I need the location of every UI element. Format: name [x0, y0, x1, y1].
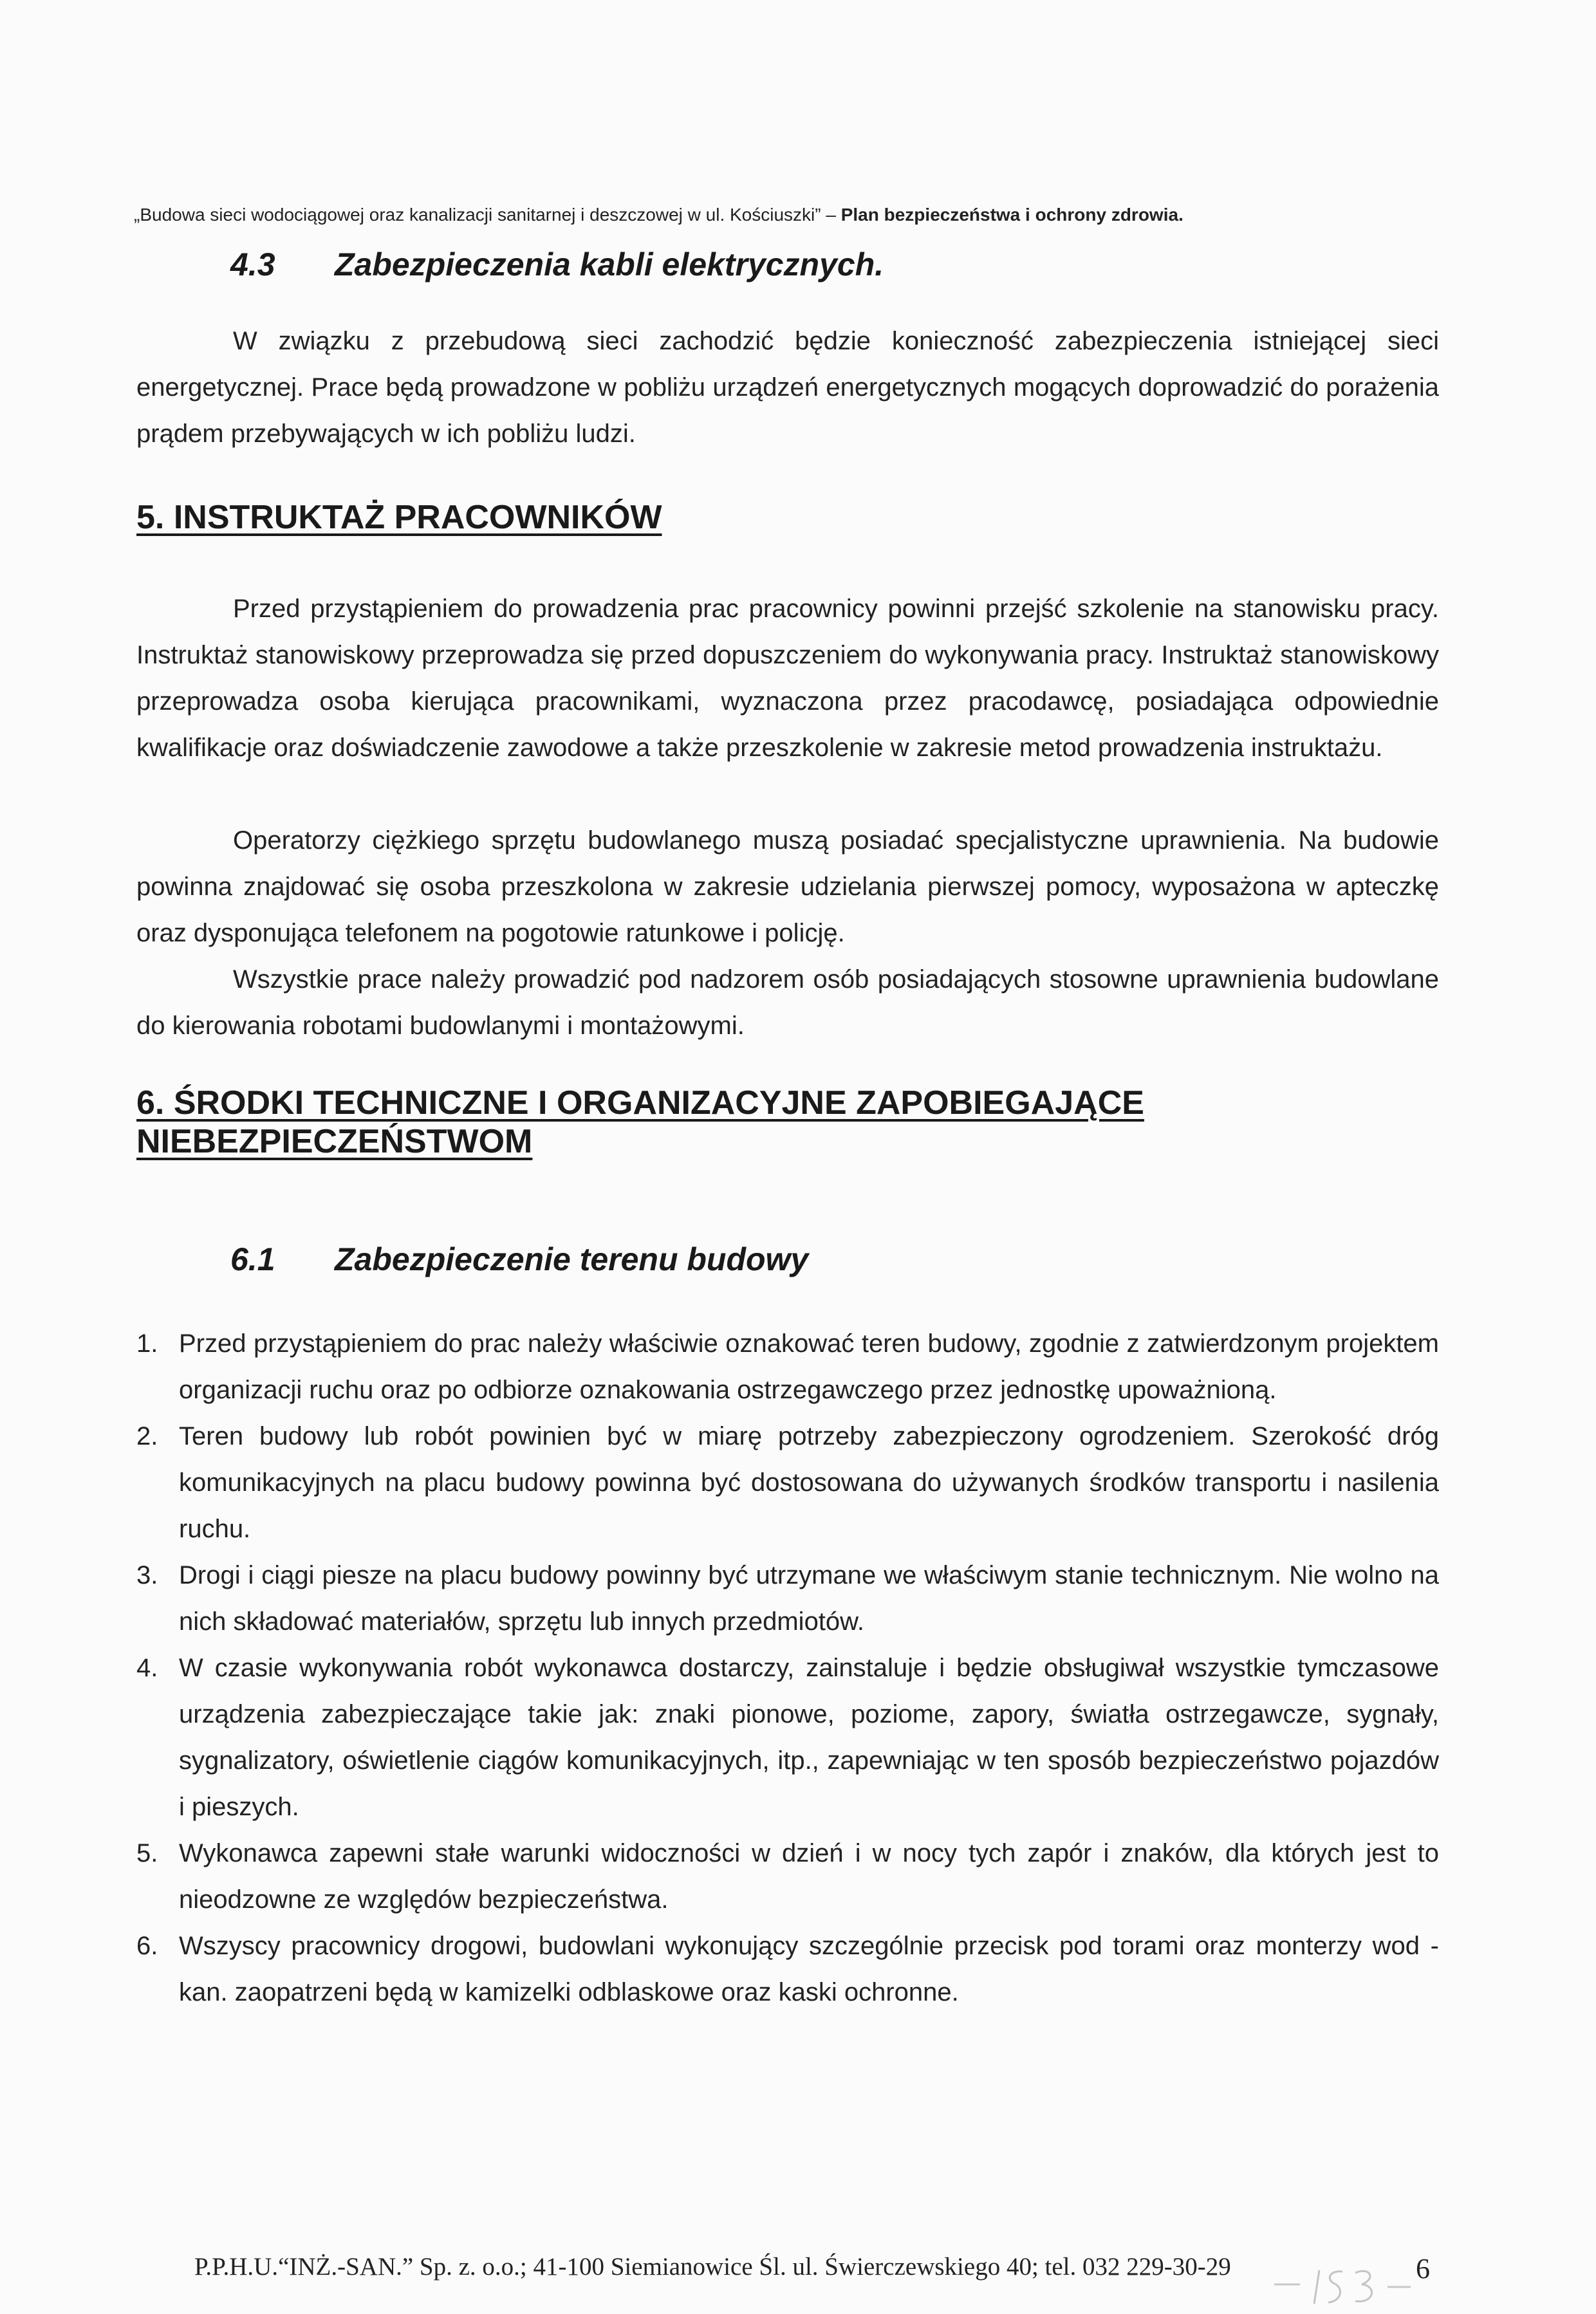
heading-section-6-line2: NIEBEZPIECZEŃSTWOM	[136, 1123, 533, 1160]
heading-4-3-number: 4.3	[230, 246, 275, 282]
list-item	[136, 1413, 1439, 1552]
heading-section-6-line1: 6. ŚRODKI TECHNICZNE I ORGANIZACYJNE ZAPOBIEGAJĄCE	[136, 1084, 1144, 1122]
list-item-number: 5.	[136, 1839, 158, 1867]
paragraph-supervision: Wszystkie prace należy prowadzić pod nadzorem osób posiadających stosowne uprawnienia budowlane do kierowania robotami budowlanymi i montażowymi.	[136, 965, 1439, 1040]
list-item-text: Wykonawca zapewni stałe warunki widoczności w dzień i w nocy tych zapór i znaków, dla których jest to nieodzowne ze względów bezpieczeństwa.	[179, 1839, 1439, 1914]
list-item-number: 6.	[136, 1932, 158, 1960]
handwritten-page-mark	[1261, 2259, 1416, 2310]
list-item	[136, 1552, 1439, 1645]
list-item-number: 4.	[136, 1654, 158, 1682]
heading-section-6	[136, 1084, 1144, 1161]
list-item-text: W czasie wykonywania robót wykonawca dostarczy, zainstaluje i będzie obsługiwał wszystkie tymczasowe urządzenia zabezpieczające takie jak: znaki pionowe, poziome, zapory, światła ostrzegawcze, sygnały, sygnalizatory, oświetlenie ciągów komunikacyjnych, itp., zapewniając w ten sposób bezpieczeństwo pojazdów i pieszych.	[179, 1654, 1439, 1821]
footer-company-info: P.P.H.U.“INŻ.-SAN.” Sp. z. o.o.; 41-100 Siemianowice Śl. ul. Świerczewskiego 40; tel. 032 229-30-29	[194, 2253, 1231, 2281]
list-item-text: Teren budowy lub robót powinien być w miarę potrzeby zabezpieczony ogrodzeniem. Szerokość dróg komunikacyjnych na placu budowy powinna być dostosowana do używanych środków transportu i nasilenia ruchu.	[179, 1422, 1439, 1543]
list-item-number: 1.	[136, 1329, 158, 1358]
paragraph-cable-protection: W związku z przebudową sieci zachodzić będzie konieczność zabezpieczenia istniejącej sieci energetycznej. Prace będą prowadzone w pobliżu urządzeń energetycznych mogących doprowadzić do porażenia prądem przebywających w ich pobliżu ludzi.	[136, 327, 1439, 448]
heading-section-5: 5. INSTRUKTAŻ PRACOWNIKÓW	[136, 499, 662, 536]
list-item-number: 2.	[136, 1422, 158, 1450]
list-item	[136, 1645, 1439, 1830]
list-item	[136, 1320, 1439, 1413]
header-project-title: „Budowa sieci wodociągowej oraz kanalizacji sanitarnej i deszczowej w ul. Kościuszki” –	[134, 205, 841, 225]
header-plan-title: Plan bezpieczeństwa i ochrony zdrowia.	[840, 205, 1183, 225]
heading-6-1-number: 6.1	[230, 1241, 275, 1277]
heading-4-3-title: Zabezpieczenia kabli elektrycznych.	[335, 246, 884, 282]
paragraph-training: Przed przystąpieniem do prowadzenia prac pracownicy powinni przejść szkolenie na stanowisku pracy. Instruktaż stanowiskowy przeprowadza się przed dopuszczeniem do wykonywania pracy. Instruktaż stanowiskowy przeprowadza osoba kierująca pracownikami, wyznaczona przez pracodawcę, posiadająca odpowiednie kwalifikacje oraz doświadczenie zawodowe a także przeszkolenie w zakresie metod prowadzenia instruktażu.	[136, 595, 1439, 762]
running-header	[134, 205, 1485, 225]
heading-6-1-title: Zabezpieczenie terenu budowy	[335, 1241, 809, 1277]
heading-4-3	[230, 246, 884, 283]
site-safety-list	[136, 1320, 1439, 2015]
list-item	[136, 1923, 1439, 2015]
list-item-number: 3.	[136, 1561, 158, 1589]
paragraph-operators: Operatorzy ciężkiego sprzętu budowlanego muszą posiadać specjalistyczne uprawnienia. Na budowie powinna znajdować się osoba przeszkolona w zakresie udzielania pierwszej pomocy, wyposażona w apteczkę oraz dysponująca telefonem na pogotowie ratunkowe i policję.	[136, 826, 1439, 947]
page-number: 6	[1416, 2253, 1430, 2284]
list-item-text: Drogi i ciągi piesze na placu budowy powinny być utrzymane we właściwym stanie technicznym. Nie wolno na nich składować materiałów, sprzętu lub innych przedmiotów.	[179, 1561, 1439, 1636]
list-item	[136, 1830, 1439, 1923]
list-item-text: Wszyscy pracownicy drogowi, budowlani wykonujący szczególnie przecisk pod torami oraz monterzy wod - kan. zaopatrzeni będą w kamizelki odblaskowe oraz kaski ochronne.	[179, 1932, 1439, 2006]
list-item-text: Przed przystąpieniem do prac należy właściwie oznakować teren budowy, zgodnie z zatwierdzonym projektem organizacji ruchu oraz po odbiorze oznakowania ostrzegawczego przez jednostkę upoważnioną.	[179, 1329, 1439, 1404]
heading-6-1	[230, 1241, 808, 1278]
